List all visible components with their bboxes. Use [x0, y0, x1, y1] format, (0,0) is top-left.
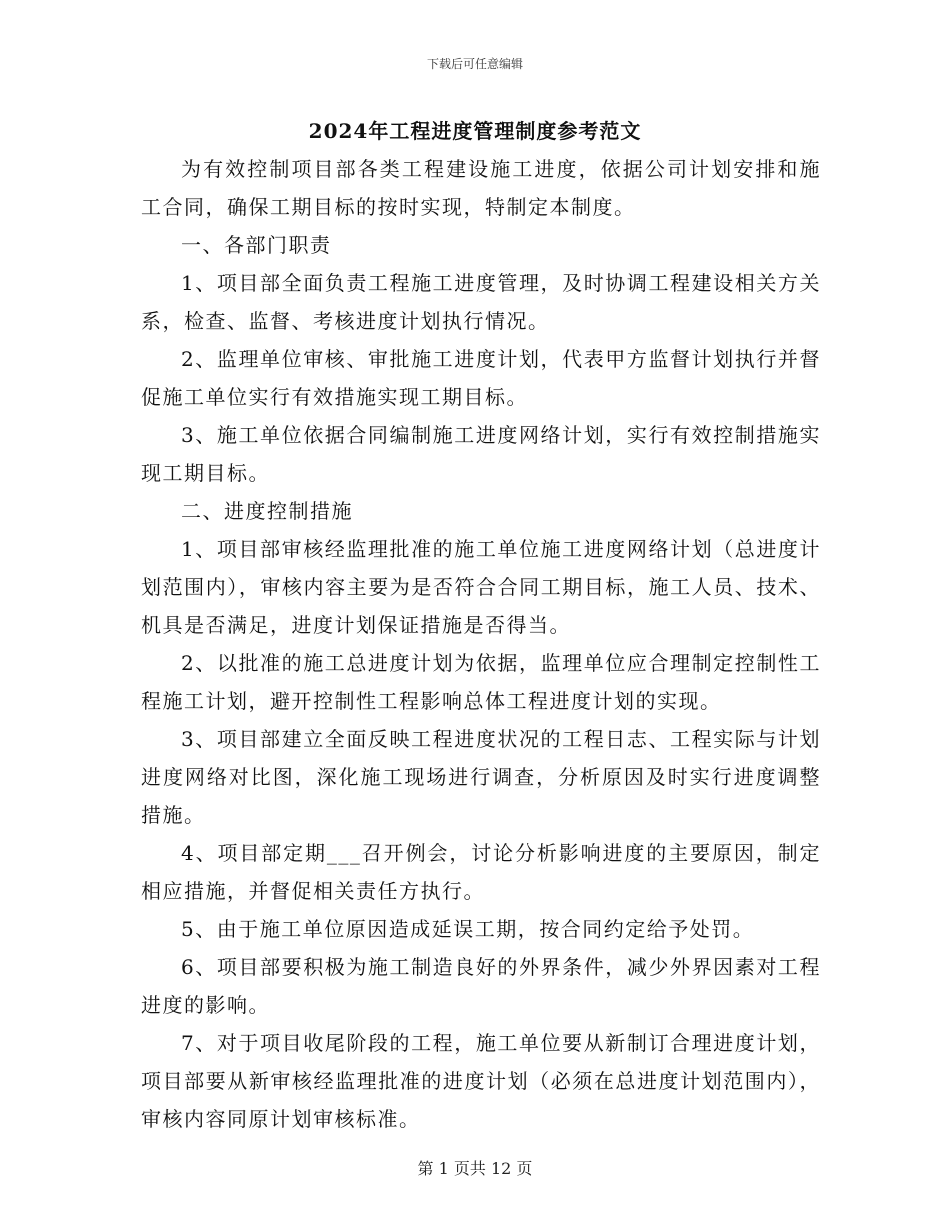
document-title: 2024年工程进度管理制度参考范文 [308, 119, 642, 143]
header-note: 下载后可任意编辑 [426, 57, 523, 71]
section-1-item-1: 1、项目部全面负责工程施工进度管理，及时协调工程建设相关方关系，检查、监督、考核进度计划执行情况。 [141, 271, 821, 333]
section-2-heading: 二、进度控制措施 [181, 499, 353, 523]
section-2-item-2: 2、以批准的施工总进度计划为依据，监理单位应合理制定控制性工程施工计划，避开控制性工程影响总体工程进度计划的实现。 [141, 651, 821, 713]
section-1-item-3: 3、施工单位依据合同编制施工进度网络计划，实行有效控制措施实现工期目标。 [141, 423, 821, 485]
section-1-heading: 一、各部门职责 [181, 233, 332, 257]
section-2-item-1: 1、项目部审核经监理批准的施工单位施工进度网络计划（总进度计划范围内），审核内容主要为是否符合合同工期目标，施工人员、技术、机具是否满足，进度计划保证措施是否得当。 [141, 537, 821, 637]
page-footer: 第 1 页共 12 页 [417, 1159, 533, 1178]
section-2-item-6: 6、项目部要积极为施工制造良好的外界条件，减少外界因素对工程进度的影响。 [141, 955, 821, 1017]
section-2-item-5: 5、由于施工单位原因造成延误工期，按合同约定给予处罚。 [181, 917, 755, 941]
section-1-item-2: 2、监理单位审核、审批施工进度计划，代表甲方监督计划执行并督促施工单位实行有效措施实现工期目标。 [141, 347, 821, 409]
document-body [141, 150, 821, 1138]
section-2-item-7: 7、对于项目收尾阶段的工程，施工单位要从新制订合理进度计划，项目部要从新审核经监理批准的进度计划（必须在总进度计划范围内），审核内容同原计划审核标准。 [141, 1031, 821, 1131]
section-2-item-3: 3、项目部建立全面反映工程进度状况的工程日志、工程实际与计划进度网络对比图，深化施工现场进行调查，分析原因及时实行进度调整措施。 [141, 727, 821, 827]
section-2-item-4: 4、项目部定期___召开例会，讨论分析影响进度的主要原因，制定相应措施，并督促相关责任方执行。 [141, 841, 821, 903]
intro-paragraph: 为有效控制项目部各类工程建设施工进度，依据公司计划安排和施工合同，确保工期目标的按时实现，特制定本制度。 [141, 157, 821, 219]
